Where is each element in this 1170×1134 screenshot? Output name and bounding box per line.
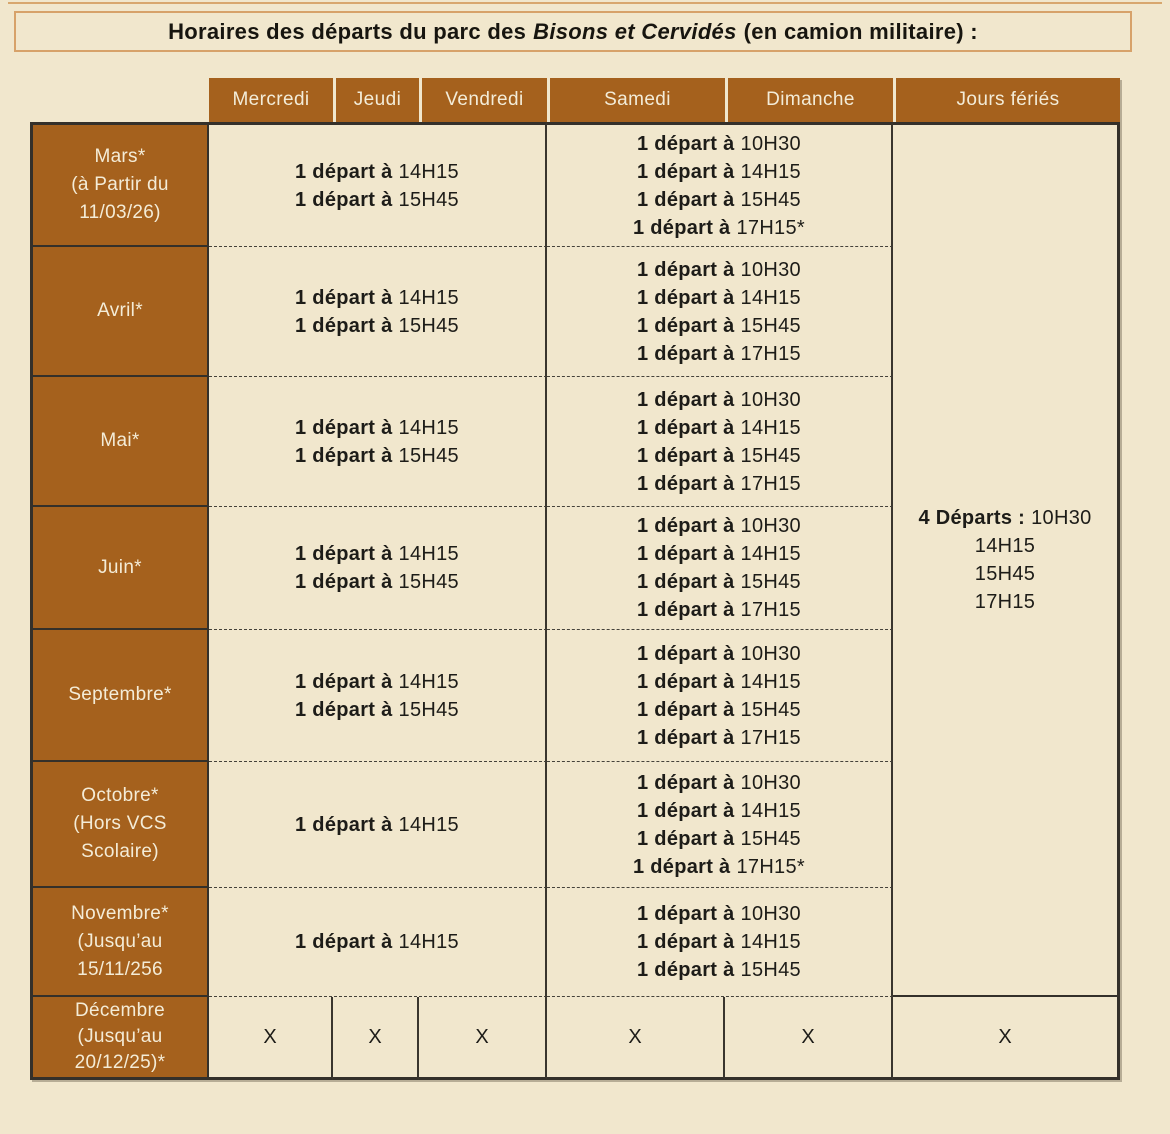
departure-line	[547, 470, 891, 498]
departure-time: 17H15*	[736, 855, 805, 878]
title-suffix: (en camion militaire) :	[743, 18, 978, 44]
departure-count-label: 1 départ à	[637, 314, 735, 337]
holidays-time: 14H15	[974, 535, 1036, 557]
departure-time: 17H15	[740, 599, 801, 621]
departure-count-label: 1 départ à	[637, 160, 735, 183]
month-header-octobre	[30, 762, 209, 888]
departure-time: 14H15	[398, 543, 459, 565]
header-vendredi: Vendredi	[419, 78, 547, 122]
departure-line	[209, 284, 545, 312]
month-label-line: 11/03/26)	[79, 202, 161, 223]
departure-time: 14H15	[398, 416, 459, 439]
holidays-time: 17H15	[974, 591, 1036, 613]
departure-count-label: 1 départ à	[295, 416, 393, 439]
departure-count-label: 1 départ à	[637, 444, 735, 467]
holidays-count-label: 4 Départs :	[918, 507, 1026, 529]
departure-line	[209, 540, 545, 568]
departure-time: 15H45	[740, 827, 801, 850]
departure-time: 15H45	[398, 444, 459, 467]
departure-count-label: 1 départ à	[295, 286, 393, 309]
departure-count-label: 1 départ à	[637, 388, 735, 411]
month-label-line: Décembre	[74, 1000, 166, 1021]
closed-cell-dimanche: X	[725, 997, 893, 1080]
departure-time: 14H15	[398, 160, 459, 183]
departure-time: 17H15	[740, 726, 801, 749]
holidays-first-line	[893, 504, 1117, 532]
departure-count-label: 1 départ à	[637, 670, 735, 693]
month-header-avril	[30, 247, 209, 377]
departure-time: 14H15	[398, 286, 459, 309]
weekday-times-septembre	[209, 630, 547, 762]
departure-count-label: 1 départ à	[632, 216, 731, 239]
departure-count-label: 1 départ à	[637, 132, 735, 155]
month-header-septembre	[30, 630, 209, 762]
departure-count-label: 1 départ à	[637, 472, 735, 495]
departure-time: 14H15	[398, 931, 459, 953]
departure-line	[547, 186, 891, 214]
departure-count-label: 1 départ à	[295, 444, 393, 467]
departure-time: 14H15	[398, 813, 459, 836]
departure-count-label: 1 départ à	[637, 286, 735, 309]
row-mars	[30, 122, 1120, 247]
departure-time: 15H45	[740, 444, 801, 467]
month-label-line: Avril*	[97, 300, 143, 321]
departure-count-label: 1 départ à	[637, 515, 735, 537]
weekend-times-mars	[547, 122, 893, 247]
weekday-times-juin	[209, 507, 547, 630]
month-header-juin	[30, 507, 209, 630]
departure-line	[547, 853, 891, 881]
title-italic-park-name: Bisons et Cervidés	[533, 18, 737, 44]
departure-count-label: 1 départ à	[637, 342, 735, 365]
departure-time: 15H45	[398, 571, 459, 593]
departure-count-label: 1 départ à	[295, 314, 393, 337]
closed-cell-jours-feries: X	[893, 997, 1120, 1080]
month-label-line: (Hors VCS	[73, 813, 167, 834]
departure-count-label: 1 départ à	[295, 931, 393, 953]
month-label-line: Mars*	[94, 146, 146, 167]
top-edge-line	[8, 2, 1162, 4]
departure-line	[547, 214, 891, 242]
departure-time: 14H15	[740, 543, 801, 565]
departure-line	[547, 668, 891, 696]
month-label-line: Septembre*	[68, 684, 172, 705]
departure-time: 10H30	[740, 258, 801, 281]
weekday-times-mai	[209, 377, 547, 507]
departure-line	[547, 596, 891, 624]
month-label-line: (Jusqu’au	[77, 1026, 163, 1047]
departure-time: 14H15	[740, 416, 801, 439]
departure-count-label: 1 départ à	[637, 799, 735, 822]
weekend-times-avril	[547, 247, 893, 377]
weekday-times-novembre	[209, 888, 547, 997]
departure-line	[547, 158, 891, 186]
departure-time: 10H30	[740, 515, 801, 537]
departure-line	[547, 512, 891, 540]
departure-line	[547, 284, 891, 312]
departure-line	[547, 797, 891, 825]
departure-time: 14H15	[740, 286, 801, 309]
departure-line	[547, 640, 891, 668]
weekend-times-septembre	[547, 630, 893, 762]
departure-line	[547, 256, 891, 284]
month-label-line: 20/12/25)*	[74, 1052, 166, 1073]
weekday-times-avril	[209, 247, 547, 377]
weekend-times-juin	[547, 507, 893, 630]
row-decembre	[30, 997, 1120, 1080]
month-label-line: Novembre*	[71, 902, 169, 924]
header-jeudi: Jeudi	[333, 78, 419, 122]
departure-time: 17H15	[740, 472, 801, 495]
weekend-times-octobre	[547, 762, 893, 888]
holidays-time: 10H30	[1031, 507, 1092, 529]
departure-time: 15H45	[398, 314, 459, 337]
month-header-decembre	[30, 997, 209, 1080]
departure-line	[209, 928, 545, 956]
departure-time: 15H45	[398, 698, 459, 721]
departure-line	[547, 312, 891, 340]
departure-count-label: 1 départ à	[295, 813, 393, 836]
schedule-table-body	[30, 122, 1120, 1080]
departure-line	[547, 442, 891, 470]
departure-count-label: 1 départ à	[295, 698, 393, 721]
departure-line	[209, 312, 545, 340]
departure-line	[547, 825, 891, 853]
departure-time: 17H15	[740, 342, 801, 365]
weekday-times-mars	[209, 122, 547, 247]
departure-line	[547, 540, 891, 568]
departure-count-label: 1 départ à	[637, 698, 735, 721]
title-banner	[14, 11, 1132, 52]
departure-count-label: 1 départ à	[637, 599, 735, 621]
month-label-line: Scolaire)	[81, 841, 159, 862]
departure-count-label: 1 départ à	[295, 670, 393, 693]
departure-line	[209, 186, 545, 214]
departure-line	[547, 414, 891, 442]
header-jours-feries: Jours fériés	[893, 78, 1120, 122]
month-label-line: Juin*	[98, 556, 142, 578]
departure-time: 14H15	[398, 670, 459, 693]
schedule-table-header	[30, 78, 1120, 122]
departure-time: 15H45	[740, 314, 801, 337]
departure-time: 15H45	[740, 959, 801, 981]
departure-time: 10H30	[740, 388, 801, 411]
departure-line	[547, 928, 891, 956]
departure-time: 15H45	[740, 188, 801, 211]
corner-cell	[30, 78, 209, 122]
closed-cell-mercredi: X	[209, 997, 333, 1080]
departure-line	[547, 386, 891, 414]
departure-count-label: 1 départ à	[295, 543, 393, 565]
departure-time: 14H15	[740, 799, 801, 822]
departure-time: 10H30	[740, 642, 801, 665]
departure-time: 10H30	[740, 132, 801, 155]
month-header-mai	[30, 377, 209, 507]
departure-count-label: 1 départ à	[637, 903, 735, 925]
month-label-line: Octobre*	[81, 785, 159, 806]
month-label-line: (Jusqu’au	[77, 930, 163, 952]
departure-count-label: 1 départ à	[637, 258, 735, 281]
departure-count-label: 1 départ à	[637, 827, 735, 850]
departure-line	[547, 568, 891, 596]
header-dimanche: Dimanche	[725, 78, 893, 122]
departure-count-label: 1 départ à	[637, 959, 735, 981]
month-header-mars	[30, 122, 209, 247]
departure-count-label: 1 départ à	[637, 931, 735, 953]
weekend-times-novembre	[547, 888, 893, 997]
departure-count-label: 1 départ à	[637, 188, 735, 211]
departure-count-label: 1 départ à	[637, 571, 735, 593]
header-samedi: Samedi	[547, 78, 725, 122]
departure-time: 15H45	[740, 698, 801, 721]
departure-line	[547, 724, 891, 752]
closed-cell-jeudi: X	[333, 997, 419, 1080]
departure-line	[209, 414, 545, 442]
departure-count-label: 1 départ à	[637, 642, 735, 665]
departure-line	[547, 900, 891, 928]
month-label-line: 15/11/256	[77, 958, 163, 980]
departure-line	[209, 811, 545, 839]
departure-count-label: 1 départ à	[295, 571, 393, 593]
departure-line	[547, 130, 891, 158]
departure-count-label: 1 départ à	[637, 771, 735, 794]
departure-count-label: 1 départ à	[295, 188, 393, 211]
departure-line	[547, 340, 891, 368]
departure-count-label: 1 départ à	[637, 416, 735, 439]
departure-count-label: 1 départ à	[632, 855, 731, 878]
closed-cell-vendredi: X	[419, 997, 547, 1080]
holidays-time: 15H45	[974, 563, 1036, 585]
weekday-times-octobre	[209, 762, 547, 888]
departure-count-label: 1 départ à	[637, 726, 735, 749]
departure-count-label: 1 départ à	[637, 543, 735, 565]
departure-line	[209, 668, 545, 696]
schedule-table	[30, 78, 1120, 1080]
departure-line	[209, 696, 545, 724]
departure-time: 14H15	[740, 670, 801, 693]
departure-line	[547, 769, 891, 797]
departure-time: 14H15	[740, 931, 801, 953]
weekend-times-mai	[547, 377, 893, 507]
month-header-novembre	[30, 888, 209, 997]
departure-time: 10H30	[740, 771, 801, 794]
title-prefix: Horaires des départs du parc des	[168, 18, 527, 44]
departure-time: 15H45	[398, 188, 459, 211]
month-label-line: Mai*	[100, 430, 140, 451]
departure-line	[209, 442, 545, 470]
departure-line	[547, 696, 891, 724]
departure-line	[547, 956, 891, 984]
departure-line	[209, 158, 545, 186]
departure-time: 10H30	[740, 903, 801, 925]
header-mercredi: Mercredi	[209, 78, 333, 122]
holidays-departures-cell	[893, 122, 1120, 997]
departure-count-label: 1 départ à	[295, 160, 393, 183]
closed-cell-samedi: X	[547, 997, 725, 1080]
departure-time: 15H45	[740, 571, 801, 593]
month-label-line: (à Partir du	[71, 174, 169, 195]
departure-time: 14H15	[740, 160, 801, 183]
departure-line	[209, 568, 545, 596]
departure-time: 17H15*	[736, 216, 805, 239]
